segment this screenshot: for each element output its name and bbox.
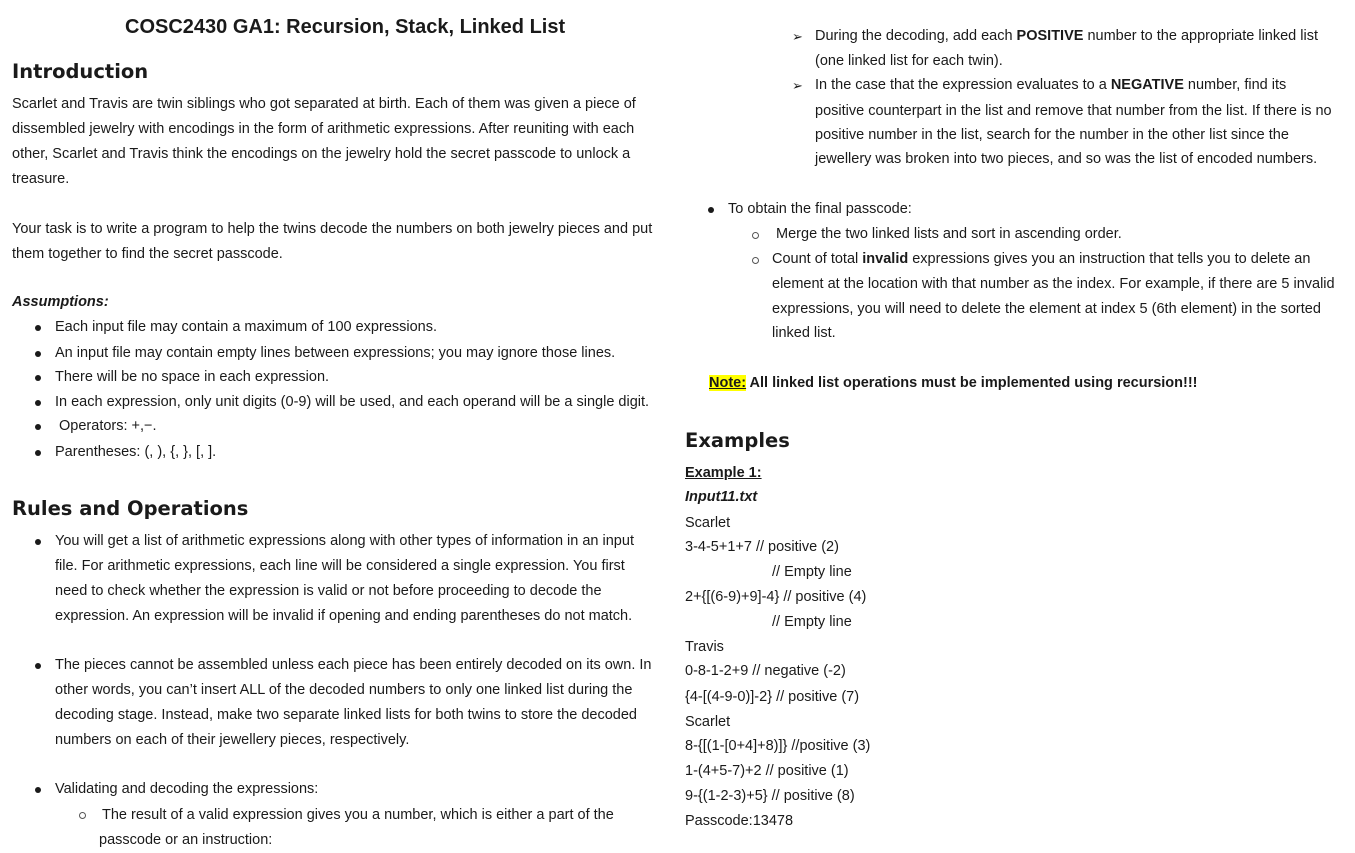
example-line: {4-[(4-9-0)]-2} // positive (7) xyxy=(685,689,860,705)
final-sub-item-2-line-3: expressions, you will need to delete the element at index 5 (6th element) in the sorted xyxy=(772,301,1321,317)
example-line: // Empty line xyxy=(772,564,852,580)
arrow-item-2-line-3: positive number in the list, search for the number in the other list since the xyxy=(815,127,1289,143)
example-line: Scarlet xyxy=(685,714,731,730)
arrow-item-2-line-4: jewellery was broken into two pieces, and so was the list of encoded numbers. xyxy=(815,151,1318,167)
example-line: // Empty line xyxy=(772,614,852,630)
example-line: 1-(4+5-7)+2 // positive (1) xyxy=(685,763,849,779)
sub-bullet-icon xyxy=(752,257,759,264)
assumption-item: Each input file may contain a maximum of 100 expressions. xyxy=(55,319,438,335)
bullet-icon xyxy=(35,400,41,406)
introduction-heading: Introduction xyxy=(12,60,149,83)
bullet-icon xyxy=(35,663,41,669)
final-sub-item-2-line-4: linked list. xyxy=(772,325,836,341)
example-line: Travis xyxy=(685,639,724,655)
passcode-line: Passcode:13478 xyxy=(685,813,794,829)
sub-bullet-icon xyxy=(79,812,86,819)
rules-item-3: Validating and decoding the expressions: xyxy=(55,781,319,797)
assumption-item: An input file may contain empty lines between expressions; you may ignore those lines. xyxy=(55,345,616,361)
bullet-icon xyxy=(35,539,41,545)
arrow-bullet-icon: ➢ xyxy=(792,29,803,44)
rules-item-3-sub-1: The result of a valid expression gives you a number, which is either a part of the passcode or an instruction: xyxy=(99,807,614,848)
final-sub-item-2-line-1: Count of total invalid expressions gives you an instruction that tells you to delete an xyxy=(772,251,1311,267)
arrow-item-2-line-2: positive counterpart in the list and remove that number from the list. If there is no xyxy=(815,103,1332,119)
arrow-item-1-line-2: (one linked list for each twin). xyxy=(815,53,1003,69)
arrow-item-2-line-1: In the case that the expression evaluates to a NEGATIVE number, find its xyxy=(815,77,1287,93)
example-line: Scarlet xyxy=(685,515,731,531)
example-line: 8-{[(1-[0+4]+8)]} //positive (3) xyxy=(685,738,871,754)
example-1-label: Example 1: xyxy=(685,465,762,481)
bullet-icon xyxy=(708,207,714,213)
assumptions-heading: Assumptions: xyxy=(12,294,109,310)
bullet-icon xyxy=(35,351,41,357)
sub-bullet-icon xyxy=(752,232,759,239)
rules-heading: Rules and Operations xyxy=(12,497,249,520)
example-line: 0-8-1-2+9 // negative (-2) xyxy=(685,663,846,679)
assumption-item: Operators: +,−. xyxy=(55,418,157,434)
example-line: 3-4-5+1+7 // positive (2) xyxy=(685,539,839,555)
bullet-icon xyxy=(35,325,41,331)
introduction-paragraph-2: Your task is to write a program to help the twins decode the numbers on both jewelry pieces and put them together to find the secret passcode. xyxy=(12,221,653,262)
final-sub-item-2-line-2: element at the location with that number as the index. For example, if there are 5 invalid xyxy=(772,276,1335,292)
rules-item-1: You will get a list of arithmetic expressions along with other types of information in an input file. For arithmetic expressions, each line will be considered a single expression. You first need to check whether the expression is valid or not before proceeding to decode the expression. An expression will be invalid if opening and ending parentheses do not match. xyxy=(55,533,634,624)
final-passcode-heading: To obtain the final passcode: xyxy=(728,201,912,217)
example-line: 9-{(1-2-3)+5} // positive (8) xyxy=(685,788,855,804)
example-line: 2+{[(6-9)+9]-4} // positive (4) xyxy=(685,589,867,605)
note-label: Note: xyxy=(709,375,747,391)
assumption-item: Parentheses: (, ), {, }, [, ]. xyxy=(55,444,217,460)
final-sub-item-1: Merge the two linked lists and sort in ascending order. xyxy=(772,226,1122,242)
arrow-item-1-line-1: During the decoding, add each POSITIVE number to the appropriate linked list xyxy=(815,28,1318,44)
introduction-paragraph-1: Scarlet and Travis are twin siblings who got separated at birth. Each of them was given a piece of dissembled jewelry with encodings in the form of arithmetic expressions. After reuniting with each other, Scarlet and Travis think the encodings on the jewelry hold the secret passcode to unlock a treasure. xyxy=(12,96,636,187)
page-title: COSC2430 GA1: Recursion, Stack, Linked List xyxy=(125,16,566,38)
assumption-item: In each expression, only unit digits (0-9) will be used, and each operand will be a single digit. xyxy=(55,394,650,410)
examples-heading: Examples xyxy=(685,429,790,452)
bullet-icon xyxy=(35,424,41,430)
bullet-icon xyxy=(35,375,41,381)
rules-item-2: The pieces cannot be assembled unless each piece has been entirely decoded on its own. In other words, you can’t insert ALL of the decoded numbers to only one linked list during the decoding stage. Instead, make two separate linked lists for both twins to store the decoded numbers on each of their jewellery pieces, respectively. xyxy=(55,657,652,748)
input-file-name: Input11.txt xyxy=(685,489,758,505)
assumption-item: There will be no space in each expression. xyxy=(55,369,330,385)
bullet-icon xyxy=(35,787,41,793)
arrow-bullet-icon: ➢ xyxy=(792,78,803,93)
recursion-note: Note: All linked list operations must be implemented using recursion!!! xyxy=(709,375,1198,391)
bullet-icon xyxy=(35,450,41,456)
